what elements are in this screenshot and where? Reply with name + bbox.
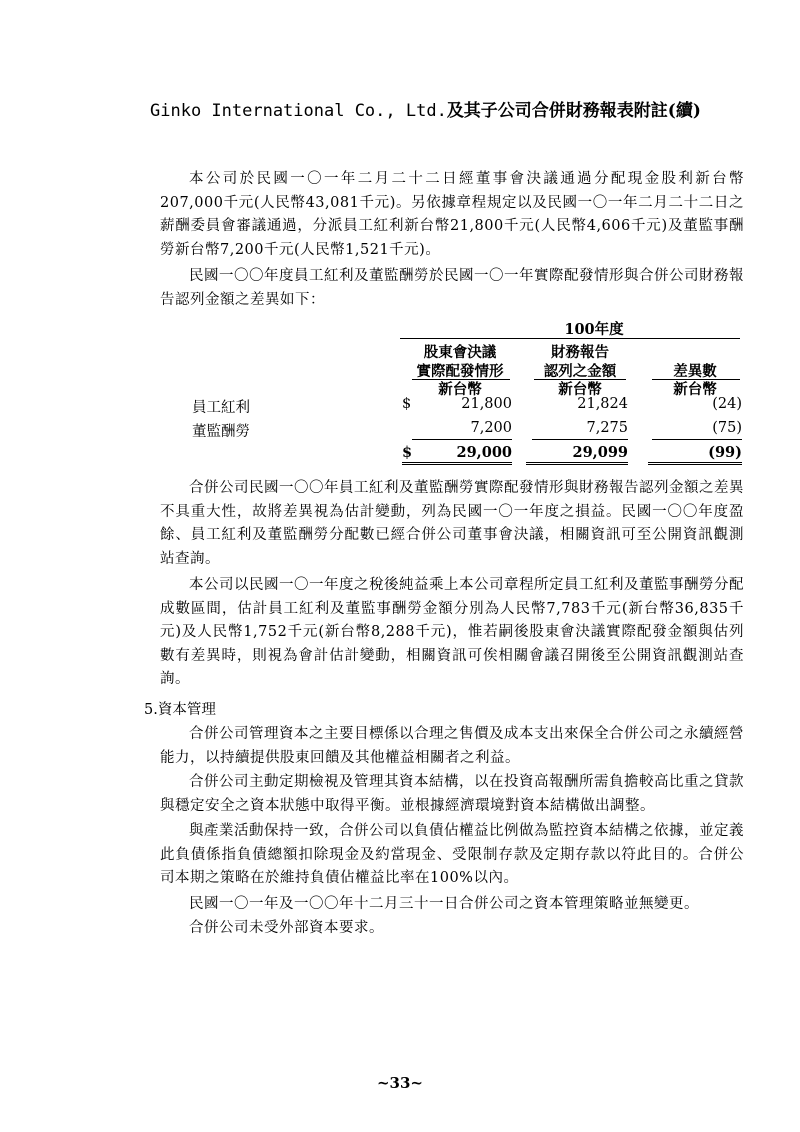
row-actual: 7,200 — [470, 420, 512, 436]
page-header — [150, 96, 701, 121]
row-reported: 21,824 — [577, 396, 628, 412]
total-actual: 29,000 — [456, 444, 512, 461]
paragraph-dividend: 本公司於民國一〇一年二月二十二日經董事會決議通過分配現金股利新台幣207,000千元(人民幣43,081千元)。另依據章程規定以及民國一〇一年二月二十二日之薪酬委員會審議通過，分派員工紅利新台幣21,800千元(人民幣4,606千元)及董監事酬勞新台幣7,200千元(人民幣1,521千元)。 — [160, 171, 744, 258]
paragraph-bonus-estimate: 本公司以民國一〇一年度之稅後純益乘上本公司章程所定員工紅利及董監事酬勞分配成數區間，估計員工紅利及董監事酬勞金額分別為人民幣7,783千元(新台幣36,835千元)及人民幣1,752千元(新台幣8,288千元)，惟若嗣後股東會決議實際配發金額與估列數有差異時，則視為會計估計變動，相關資訊可俟相關會議召開後至公開資訊觀測站查詢。 — [160, 577, 744, 687]
col-actual-line2: 實際配發情形 — [416, 363, 504, 380]
row-diff: (75) — [712, 420, 742, 436]
section-title-capital-management: 5.資本管理 — [144, 702, 216, 718]
report-title-zh: 及其子公司合併財務報表附註(續) — [446, 101, 701, 121]
row-diff: (24) — [712, 396, 742, 412]
table-year-header: 100年度 — [564, 321, 624, 338]
col-reported-line2: 認列之金額 — [543, 363, 617, 380]
paragraph-no-change: 民國一〇一年及一〇〇年十二月三十一日合併公司之資本管理策略並無變更。 — [189, 896, 699, 912]
page-number: ~33~ — [376, 1074, 423, 1092]
total-currency: $ — [402, 444, 413, 461]
row-actual: 21,800 — [461, 396, 512, 412]
col-actual-unit: 新台幣 — [438, 381, 482, 398]
paragraph-debt-equity: 與產業活動保持一致，合併公司以負債佔權益比例做為監控資本結構之依據，並定義此負債係指負債總額扣除現金及約當現金、受限制存款及定期存款以符此目的。合併公司本期之策略在於維持負債佔權益比率在100%以內。 — [160, 823, 744, 886]
paragraph-capital-objective: 合併公司管理資本之主要目標係以合理之售價及成本支出來保全合併公司之永續經營能力，以持續提供股東回饋及其他權益相關者之利益。 — [160, 726, 744, 766]
paragraph-difference-explanation: 合併公司民國一〇〇年員工紅利及董監酬勞實際配發情形與財務報告認列金額之差異不具重大性，故將差異視為估計變動，列為民國一〇一年度之損益。民國一〇〇年度盈餘、員工紅利及董監酬勞分配數已經合併公司董事會決議，相關資訊可至公開資訊觀測站查詢。 — [160, 480, 744, 567]
col-actual-line1: 股東會決議 — [423, 344, 497, 361]
company-name-en: Ginko International Co., Ltd. — [150, 101, 447, 121]
col-diff-unit: 新台幣 — [673, 381, 717, 398]
col-reported-line1: 財務報告 — [551, 344, 609, 361]
paragraph-no-external: 合併公司未受外部資本要求。 — [189, 920, 384, 936]
col-reported-unit: 新台幣 — [558, 381, 602, 398]
col-diff-line2: 差異數 — [673, 363, 717, 380]
row-reported: 7,275 — [586, 420, 628, 436]
total-diff: (99) — [708, 444, 742, 461]
total-reported: 29,099 — [572, 444, 628, 461]
bonus-difference-table — [160, 318, 750, 468]
row-label-director-remuneration: 董監酬勞 — [192, 424, 250, 440]
paragraph-capital-structure: 合併公司主動定期檢視及管理其資本結構，以在投資高報酬所需負擔較高比重之貸款與穩定安全之資本狀態中取得平衡。並根據經濟環境對資本結構做出調整。 — [160, 774, 744, 814]
row-currency: $ — [402, 396, 412, 412]
paragraph-difference-intro: 民國一〇〇年度員工紅利及董監酬勞於民國一〇一年實際配發情形與合併公司財務報告認列金額之差異如下： — [160, 268, 744, 308]
row-label-employee-bonus: 員工紅利 — [192, 400, 250, 416]
